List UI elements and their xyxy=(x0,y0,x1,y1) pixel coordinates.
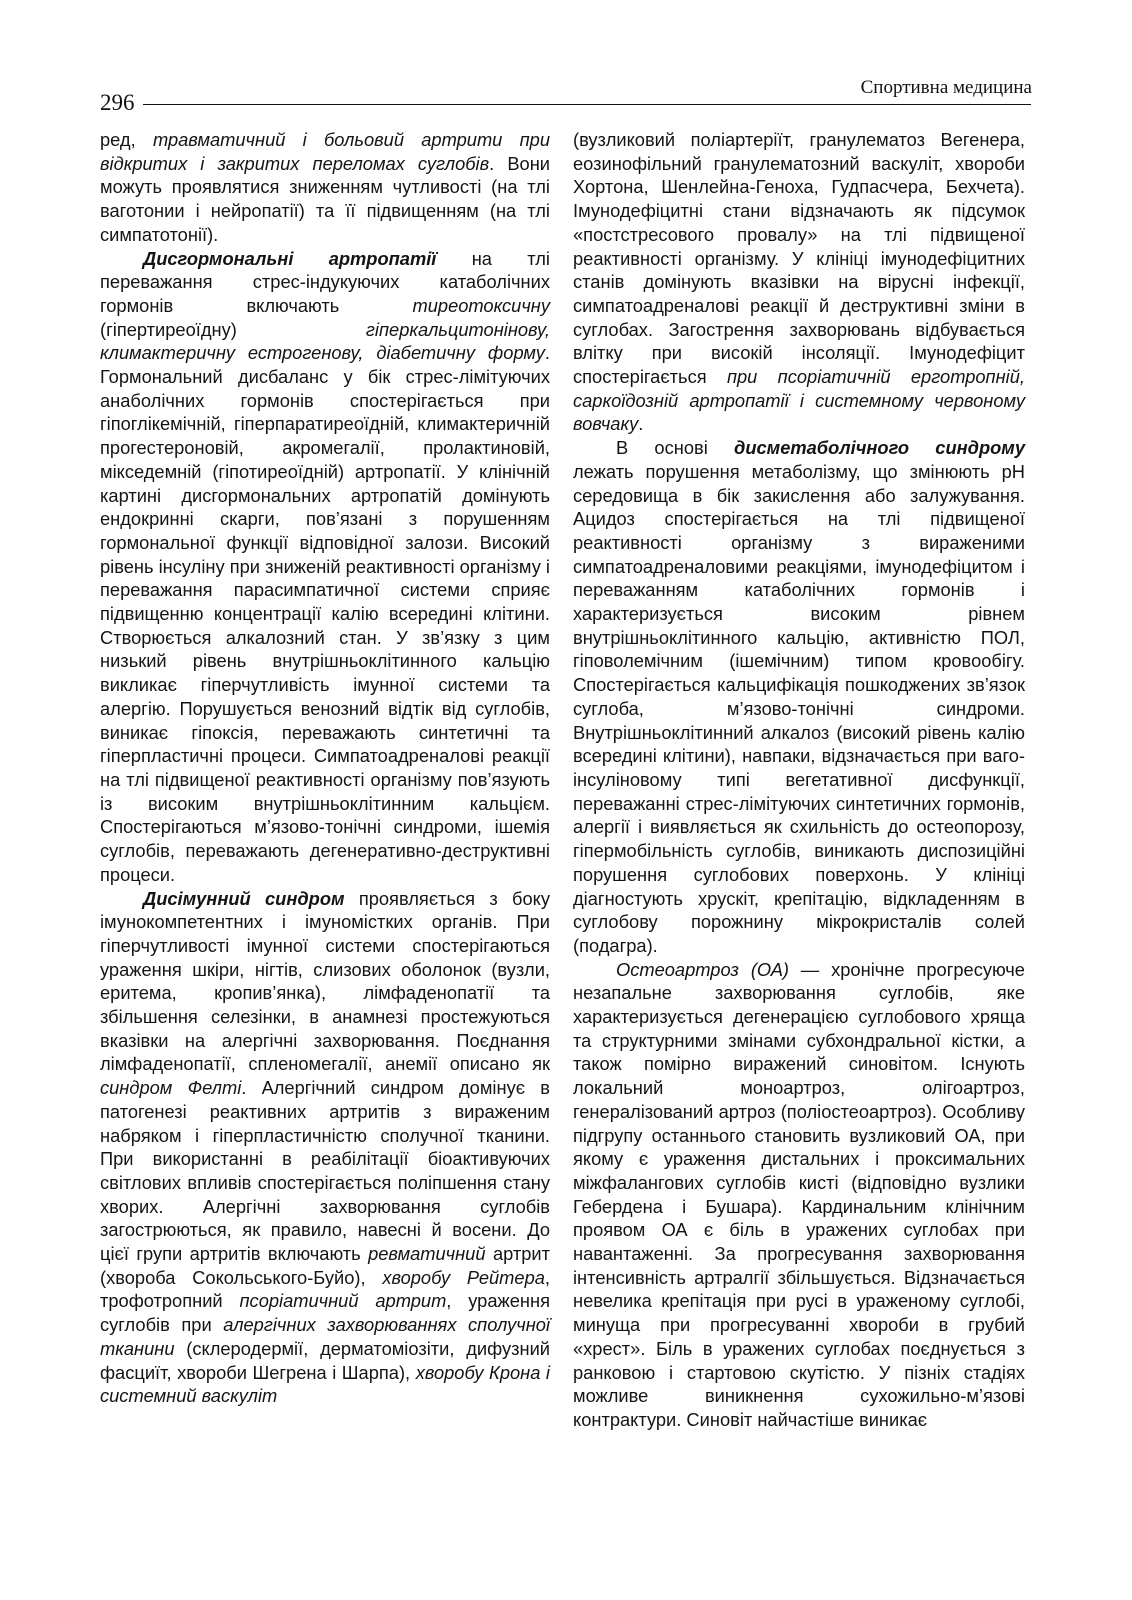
text-run: . xyxy=(638,413,644,435)
emphasized-term: гіперкальцитонінову, климактеричну естрогенову, діабетичну форму xyxy=(100,318,550,364)
paragraph xyxy=(573,958,1025,1432)
text-run: артрит (хвороба Сокольського-Буйо), xyxy=(100,1243,550,1288)
header-rule xyxy=(143,104,1031,105)
running-title: Спортивна медицина xyxy=(860,77,1032,98)
text-run: , трофотропний xyxy=(100,1266,551,1312)
text-run: ред, xyxy=(100,129,153,150)
right-column xyxy=(573,128,1025,1432)
text-run: лежать порушення метаболізму, що змінюють pH середовища в бік закислення або залужування. Ацидоз спостерігається на тлі підвищеної реактивності організму з вираженими симпатоадреналовими реакціями, імунодефіцитом і переважанням катаболічних гормонів і характеризується високим рівнем внутрішньоклітинного кальцію, активністю ПОЛ, гіповолемічним (ішемічним) типом кровообігу. Спостерігається кальцифікація пошкоджених зв’язок суглоба, м’язово-тонічні синдроми. Внутрішньоклітинний алкалоз (високий рівень калію всередині клітини), навпаки, відзначається при ваго-інсуліновому типі вегетативної дисфункції, переважанні стрес-лімітуючих синтетичних гормонів, алергії і виявляється як схильність до остеопорозу, гіпермобільність суглобів, виникають диспозиційні порушення суглобових поверхонь. У клініці діагностують хруcкіт, крепітацію, відкладенням в суглобову порожнину мікрокристалів солей (подагра). xyxy=(573,460,1025,956)
paragraph xyxy=(100,128,550,247)
page-number: 296 xyxy=(100,90,135,115)
left-column xyxy=(100,128,550,1408)
text-run: (гіпертиреоїдну) xyxy=(100,318,366,340)
emphasized-term: Дисгормональні артропатії xyxy=(143,247,437,269)
paragraph xyxy=(573,436,1025,957)
text-run: . Вони можуть проявлятися зниженням чутливості (на тлі ваготонии і нейропатії) та її підвищенням (на тлі симпатотонії). xyxy=(100,152,551,245)
text-run: В основі xyxy=(616,437,735,459)
emphasized-term: хворобу Крона і системний васкуліт xyxy=(100,1361,550,1407)
emphasized-term: Остеоартроз (ОА) xyxy=(616,958,790,980)
emphasized-term: ревматичний xyxy=(368,1243,486,1265)
text-run: , ураження суглобів при xyxy=(100,1290,550,1336)
text-run: проявляється з боку імунокомпетентних і імуноміcтких органів. При гіперчутливості імунної системи спостерігаються ураження шкіри, нігтів, слизових оболонок (вузли, еритема, кропив’янка), лімфаденопатії та збільшення селезінки, в анамнезі простежуються вказівки на алергічні захворювання. Поєднання лімфаденопатії, спленомегалії, анемії описано як xyxy=(100,887,551,1075)
emphasized-term: при псоріатичній ерготропній, саркоїдозній артропатії і системному червоному вовчаку xyxy=(573,366,1025,435)
text-run: (вузликовий поліартеріїт, гранулематоз Вегенера, еозинофільний гранулематозний васкуліт, хвороби Хортона, Шенлейна-Геноха, Гудпасчера, Бехчета). Імунодефіцитні стани відзначають як підсумок «постстресового провалу» на тлі підвищеної реактивності організму. У клініці імунодефіцитних станів домінують вказівки на вірусні інфекції, симпатоадреналові реакції й деструктивні зміни в суглобах. Загострення захворювань відбувається влітку при високій інсоляції. Імунодефіцит спостерігається xyxy=(573,129,1025,388)
emphasized-term: хворобу Рейтера xyxy=(382,1266,545,1288)
text-run: — хронічне прогресуюче незапальне захворювання суглобів, яке характеризується дегенерацією суглобового хряща та структурними змінами субхондральної кістки, а також помірно виражений синовітом. Існують локальний моноартроз, олігоартроз, генералізований артроз (поліостеоартроз). Особливу підгрупу останнього становить вузликовий ОА, при якому є ураження дистальних і проксимальних міжфалангових суглобів кисті (відповідно вузлики Гебердена і Бушара). Кардинальним клінічним проявом ОА є біль в уражених суглобах при навантаженні. За прогресування захворювання інтенсивність артралгії збільшується. Відзначається невелика крепітація при русі в ураженому суглобі, минуща при прогресуванні хвороби в грубий «хрест». Біль в уражених суглобах поєднується з ранковою і стартовою скутістю. У пізніх стадіях можливе виникнення сухожильно-м’язові контрактури. Синовіт найчастіше виникає xyxy=(573,958,1025,1430)
text-run: (склеродермії, дерматоміозіти, дифузний фасциїт, хвороби Шегрена і Шарпа), xyxy=(100,1337,550,1383)
text-run: . Алергічний синдром домінує в патогенезі реактивних артритів з вираженим набряком і гіперпластичністю сполучної тканини. При використанні в реабілітації біоактивуючих світлових впливів спостерігається поліпшення стану хворих. Алергічні захворювання суглобів загострюються, як правило, навесні й восени. До цієї групи артритів включають xyxy=(100,1077,550,1265)
emphasized-term: синдром Фелті xyxy=(100,1077,242,1099)
paragraph xyxy=(573,128,1025,436)
paragraph xyxy=(100,247,550,887)
emphasized-term: травматичний і больовий артрити при відкритих і закритих переломах суглобів xyxy=(100,129,551,174)
emphasized-term: псоріатичний артрит xyxy=(239,1290,447,1312)
emphasized-term: дисметаболічного синдрому xyxy=(734,437,1025,459)
text-run: . Гормональний дисбаланс у бік стрес-лімітуючих анаболічних гормонів спостерігається при гіпоглікемічній, гіперпаратиреоїдній, климактеричній прогестероновій, акромегалії, пролактиновій, мікседемній (гіпотиреоїдній) артропатії. У клінічній картині дисгормональних артропатій домінують ендокринні скарги, пов’язані з порушенням гормональної функції відповідної залози. Високий рівень інсуліну при зниженій реактивності організму і переважання парасимпатичної системи сприяє підвищенню концентрації калію всередині клітини. Створюється алкалозний стан. У зв’язку з цим низький рівень внутрішньоклітинного кальцію викликає гіперчутливість імунної системи та алергію. Порушується венозний відтік від суглобів, виникає гіпоксія, переважають синтетичні та гіперпластичні процеси. Симпатоадреналові реакції на тлі підвищеної реактивності організму пов’язують із високим внутрішньоклітинним кальцієм. Спостерігаються м’язово-тонічні синдроми, ішемія суглобів, переважають дегенеративно-деструктивні процеси. xyxy=(100,342,550,885)
emphasized-term: тиреотоксичну xyxy=(412,294,550,316)
text-run: на тлі переважання стрес-індукуючих катаболічних гормонів включають xyxy=(100,247,550,316)
paragraph xyxy=(100,887,550,1408)
page-header xyxy=(0,0,1132,120)
emphasized-term: Дисімунний синдром xyxy=(143,887,345,909)
emphasized-term: алергічних захворюваннях сполучної тканини xyxy=(100,1314,550,1359)
